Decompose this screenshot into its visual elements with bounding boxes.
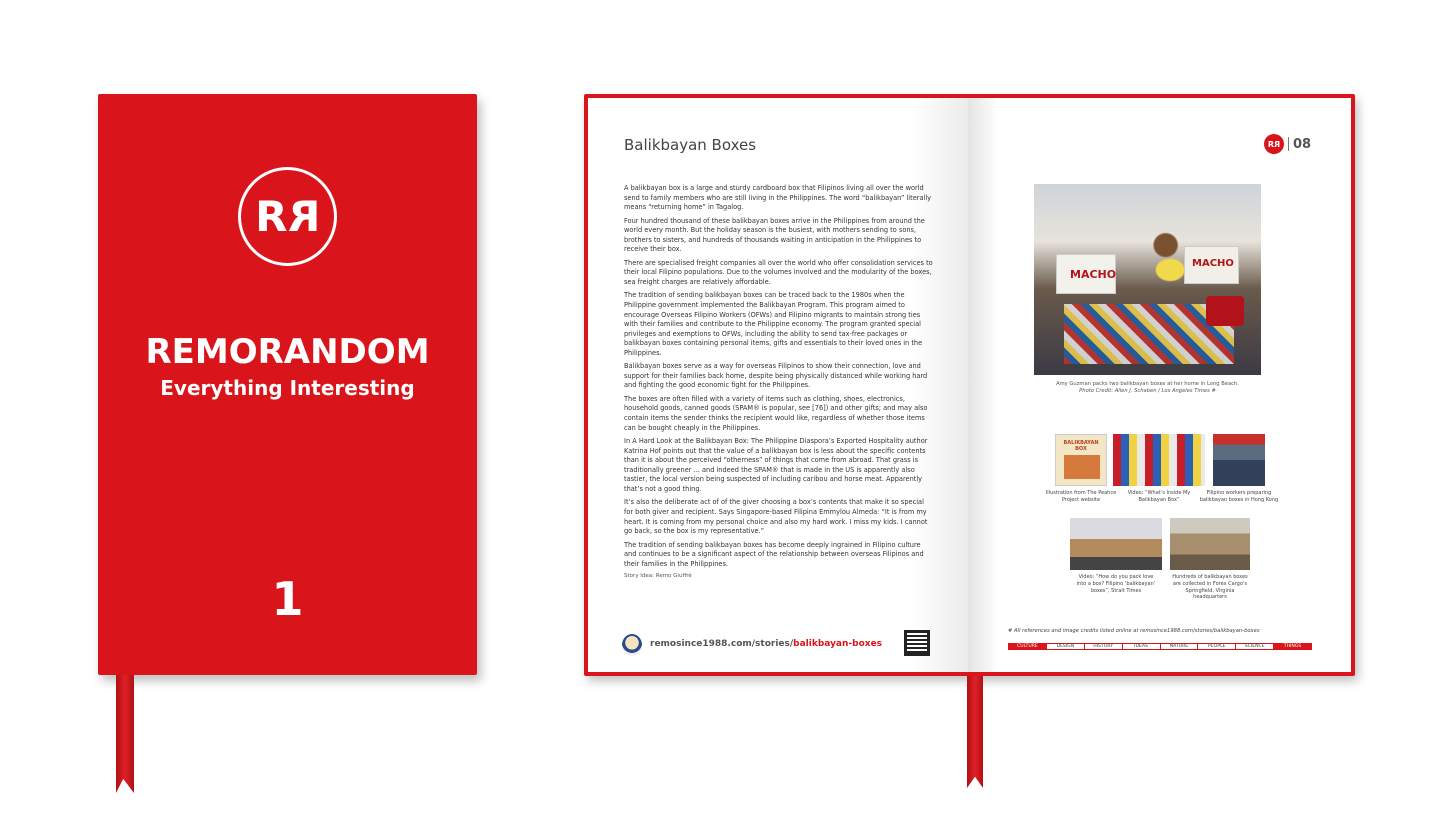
logo-icon: R R bbox=[1264, 134, 1284, 154]
thumbnail-image bbox=[1055, 434, 1107, 486]
article-body bbox=[624, 184, 934, 581]
paragraph: It’s also the deliberate act of of the giver choosing a box’s contents that make it so special for both giver and recipient. Says Singapore-based Filipina Emmylou Almeda: “It is from my heart. It is coming from my personal choice and also my hard work. I miss my kids. I cannot go back, so the box is my representative.” bbox=[624, 498, 928, 536]
left-page-footer bbox=[622, 632, 932, 658]
cover-title: REMORANDOM bbox=[145, 332, 430, 372]
thumbnail-illustration[interactable] bbox=[1045, 434, 1117, 503]
qr-code-icon bbox=[904, 630, 930, 656]
thumbnail-photo[interactable] bbox=[1170, 518, 1250, 601]
article-title: Balikbayan Boxes bbox=[624, 136, 757, 154]
category-bar bbox=[1008, 643, 1312, 650]
box-icon bbox=[1064, 455, 1100, 479]
caption-text: Amy Guzman packs two balikbayan boxes at her home in Long Beach. bbox=[1056, 381, 1239, 387]
story-url-link[interactable] bbox=[650, 639, 882, 649]
volume-number: 1 bbox=[271, 572, 304, 626]
bookmark-ribbon-left bbox=[116, 675, 134, 793]
url-base: remosince1988.com/stories/ bbox=[650, 639, 794, 649]
thumbnail-image bbox=[1213, 434, 1265, 486]
category-things[interactable]: THINGS bbox=[1273, 643, 1312, 650]
open-book bbox=[584, 94, 1355, 676]
category-people[interactable]: PEOPLE bbox=[1197, 643, 1235, 650]
paragraph: The boxes are often filled with a variety of items such as clothing, shoes, electronics, household goods, canned goods (SPAM® is popular, see [76]) and other gifts; and may also contain items the sender thinks the recipient would like, regardless of whether those items can be bought cheaply in the Philippines. bbox=[624, 394, 928, 432]
story-idea: Story Idea: Remo Giuffrè bbox=[624, 573, 692, 580]
page-number: 08 bbox=[1293, 136, 1312, 152]
photo-credit: Photo Credit: Allen J. Schaben / Los Angeles Times # bbox=[1079, 388, 1216, 395]
cover-subtitle: Everything Interesting bbox=[160, 376, 415, 400]
paragraph: A balikbayan box is a large and sturdy cardboard box that Filipinos living all over the world send to family members who are still living in the Philippines. The word “balikbayan” literally means “returning home” in Tagalog. bbox=[624, 184, 932, 212]
thumbnail-caption: Hundreds of balikbayan boxes are collected in Forex Cargo’s Springfield, Virginia headquarters bbox=[1172, 574, 1248, 601]
main-photo-caption bbox=[1034, 381, 1261, 396]
category-culture[interactable]: CULTURE bbox=[1008, 643, 1046, 650]
paragraph: In A Hard Look at the Balikbayan Box: The Philippine Diaspora’s Exported Hospitality author Katrina Hof points out that the value of a balikbayan box is less about the specific contents than it is about the perceived “otherness” of things that come from abroad. That grass is traditionally greener ... and indeed the SPAM® that is made in the US is apparently also tastier, the local version being suspected of including caribou and horse meat. Apparently that’s not a good thing. bbox=[624, 437, 928, 493]
cover-logo: R R bbox=[238, 167, 337, 266]
right-page bbox=[968, 98, 1351, 672]
category-ideas[interactable]: IDEAS bbox=[1122, 643, 1160, 650]
photo-box-label: MACHO bbox=[1192, 258, 1234, 269]
page-badge bbox=[1264, 134, 1311, 154]
photo-box-label: MACHO bbox=[1070, 268, 1117, 281]
thumbnail-video[interactable] bbox=[1070, 518, 1162, 594]
url-slug: balikbayan-boxes bbox=[793, 639, 883, 649]
paragraph: The tradition of sending balikbayan boxes can be traced back to the 1980s when the Philippine government implemented the Balikbayan Program. This program aimed to encourage Overseas Filipino Workers (OFWs) and Filipino migrants to maintain strong ties with their families and contribute to the Philippine economy. The program granted special privileges and exemptions to OFWs, including the ability to send tax-free packages or balikbayan boxes containing personal items, gifts and essentials to their loved ones in the Philippines. bbox=[624, 291, 923, 357]
book-cover bbox=[98, 94, 477, 675]
photo-shirt bbox=[1206, 296, 1244, 326]
thumbnail-title: BALIKBAYAN BOX bbox=[1063, 440, 1099, 452]
category-design[interactable]: DESIGN bbox=[1046, 643, 1084, 650]
thumbnail-image bbox=[1170, 518, 1250, 570]
category-history[interactable]: HISTORY bbox=[1084, 643, 1122, 650]
thumbnail-caption: Illustration from The Peahce Project website bbox=[1045, 490, 1117, 503]
paragraph: Four hundred thousand of these balikbayan boxes arrive in the Philippines from around the world every month. But the holiday season is the busiest, with mothers sending to sons, brothers to sisters, and hundreds of thousands waiting in anticipation in the Philippines to receive their box. bbox=[624, 216, 925, 254]
category-science[interactable]: SCIENCE bbox=[1235, 643, 1273, 650]
bookmark-ribbon-right bbox=[967, 676, 983, 788]
paragraph: Balikbayan boxes serve as a way for overseas Filipinos to show their connection, love and support for their families back home, despite being physically distanced while working hard and fighting the good economic fight for the Philippines. bbox=[624, 362, 928, 390]
thumbnail-image bbox=[1070, 518, 1162, 570]
left-page bbox=[588, 98, 968, 672]
paragraph: The tradition of sending balikbayan boxes has become deeply ingrained in Filipino culture and continues to be a significant aspect of the relationship between overseas Filipinos and their families in the Philippines. bbox=[624, 540, 924, 568]
paragraph: There are specialised freight companies all over the world who offer consolidation services to their local Filipino populations. Due to the volumes involved and the modularity of the boxes, sea freight charges are relatively affordable. bbox=[624, 258, 933, 286]
badge-divider bbox=[1288, 137, 1289, 151]
thumbnail-caption: Video: “How do you pack love into a box? Filipino ‘balikbayan’ boxes”, Strait Times bbox=[1076, 574, 1156, 594]
main-photo bbox=[1034, 184, 1261, 375]
thumbnail-photo[interactable] bbox=[1199, 434, 1279, 503]
thumbnail-caption: Filipino workers preparing balikbayan boxes in Hong Kong bbox=[1199, 490, 1279, 503]
thumbnail-video[interactable] bbox=[1113, 434, 1205, 503]
category-nature[interactable]: NATURE bbox=[1160, 643, 1198, 650]
thumbnail-caption: Video: “What’s Inside My Balikbayan Box” bbox=[1127, 490, 1191, 503]
references-note: # All references and image credits listed online at remosince1988.com/stories/balikbayan-boxes bbox=[1008, 628, 1260, 634]
mascot-icon bbox=[622, 634, 642, 656]
thumbnail-image bbox=[1113, 434, 1205, 486]
